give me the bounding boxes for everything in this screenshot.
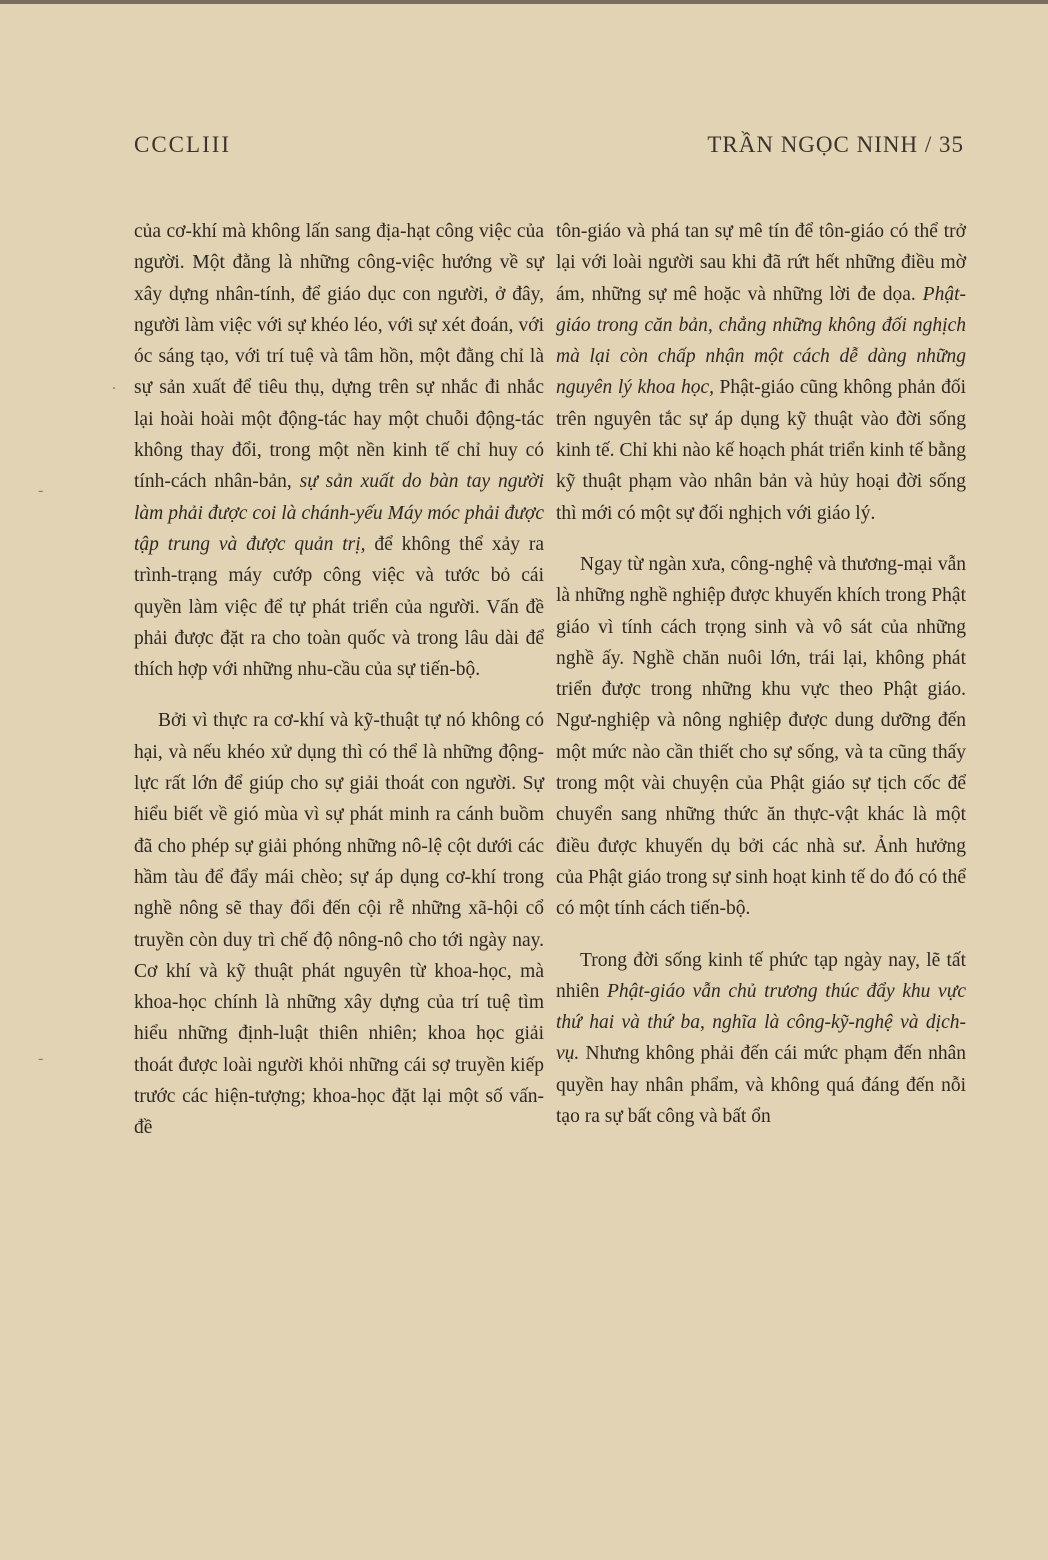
paragraph <box>556 216 966 529</box>
italic-text-run: sự sản xuất do bàn tay người làm phải được coi là chánh-yếu Máy móc phải được tập trung và được quản trị, <box>134 471 544 555</box>
section-number: CCCLIII <box>134 132 232 157</box>
text-run: Phật-giáo cũng không phản đối trên nguyên tắc sự áp dụng kỹ thuật vào đời sống kinh tế. Chỉ khi nào kế hoạch phát triển kinh tế bằng kỹ thuật phạm vào nhân bản và hủy hoại đời sống thì mới có một sự đối nghịch với giáo lý. <box>556 377 966 524</box>
margin-speck: - <box>38 482 44 499</box>
text-run: tôn-giáo và phá tan sự mê tín để tôn-giáo có thể trở lại với loài người sau khi đã rứt hết những điều mờ ám, những sự mê hoặc và những lời đe dọa. <box>556 221 966 305</box>
text-run: để không thể xảy ra trình-trạng máy cướp công việc và tước bỏ cái quyền làm việc để tự phát triển của người. Vấn đề phải được đặt ra cho toàn quốc và trong lâu dài để thích hợp với những nhu-cầu của sự tiến-bộ. <box>134 533 544 681</box>
margin-speck: . <box>112 376 116 393</box>
author-page-number: TRẦN NGỌC NINH / 35 <box>707 132 964 157</box>
paragraph <box>134 216 544 685</box>
paragraph: Ngay từ ngàn xưa, công-nghệ và thương-mại vẫn là những nghề nghiệp được khuyến khích trong Phật giáo vì tính cách trọng sinh và vô sát của những nghề ấy. Nghề chăn nuôi lớn, trái lại, không phát triển được trong những khu vực theo Phật giáo. Ngư-nghiệp và nông nghiệp được dung dưỡng đến một mức nào cần thiết cho sự sống, và ta cũng thấy trong một vài chuyện của Phật giáo sự tịch cốc để chuyển sang những thức ăn thực-vật khác là một điều được khuyến dụ bởi các nhà sư. Ảnh hưởng của Phật giáo trong sự sinh hoạt kinh tế do đó có thể có một tính cách tiến-bộ. <box>556 553 966 920</box>
right-column <box>556 216 966 1132</box>
margin-speck: - <box>38 1050 44 1067</box>
paragraph: Bởi vì thực ra cơ-khí và kỹ-thuật tự nó không có hại, và nếu khéo xử dụng thì có thể là những động-lực rất lớn để giúp cho sự giải thoát con người. Sự hiểu biết về gió mùa vì sự phát minh ra cánh buồm đã cho phép sự giải phóng những nô-lệ cột dưới các hầm tàu để đẩy mái chèo; sự áp dụng cơ-khí trong nghề nông sẽ thay đổi đến cội rễ những xã-hội cổ truyền còn duy trì chế độ nông-nô cho tới ngày nay. Cơ khí và kỹ thuật phát nguyên từ khoa-học, mà khoa-học chính là những xây dựng của trí tuệ tìm hiểu những định-luật thiên nhiên; khoa học giải thoát được loài người khỏi những cái sợ truyền kiếp trước các hiện-tượng; khoa-học đặt lại một số vấn-đề <box>134 710 544 1139</box>
left-column <box>134 216 544 1144</box>
text-run: của cơ-khí mà không lấn sang địa-hạt công việc của người. Một đằng là những công-việc hướng về sự xây dựng nhân-tính, để giáo dục con người, ở đây, người làm việc với sự khéo léo, với sự xét đoán, với óc sáng tạo, với trí tuệ và tâm hồn, một đằng chỉ là sự sản xuất để tiêu thụ, dựng trên sự nhắc đi nhắc lại hoài hoài một động-tác hay một chuỗi động-tác không thay đổi, trong một nền kinh tế chỉ huy có tính-cách nhân-bản, <box>134 221 544 493</box>
text-run: Trong đời sống kinh tế phức tạp ngày nay, lẽ tất nhiên <box>556 949 966 1002</box>
text-run: Nhưng không phải đến cái mức phạm đến nhân quyền hay nhân phẩm, và không quá đáng đến nỗi tạo ra sự bất công và bất ổn <box>556 1043 966 1128</box>
italic-text-run: Phật-giáo vẫn chủ trương thúc đẩy khu vực thứ hai và thứ ba, nghĩa là công-kỹ-nghệ và dịch-vụ. <box>556 980 966 1065</box>
italic-text-run: Phật-giáo trong căn bản, chẳng những không đối nghịch mà lại còn chấp nhận một cách dễ dàng những nguyên lý khoa học, <box>556 283 966 399</box>
running-header <box>0 132 1048 166</box>
paragraph <box>556 945 966 1133</box>
